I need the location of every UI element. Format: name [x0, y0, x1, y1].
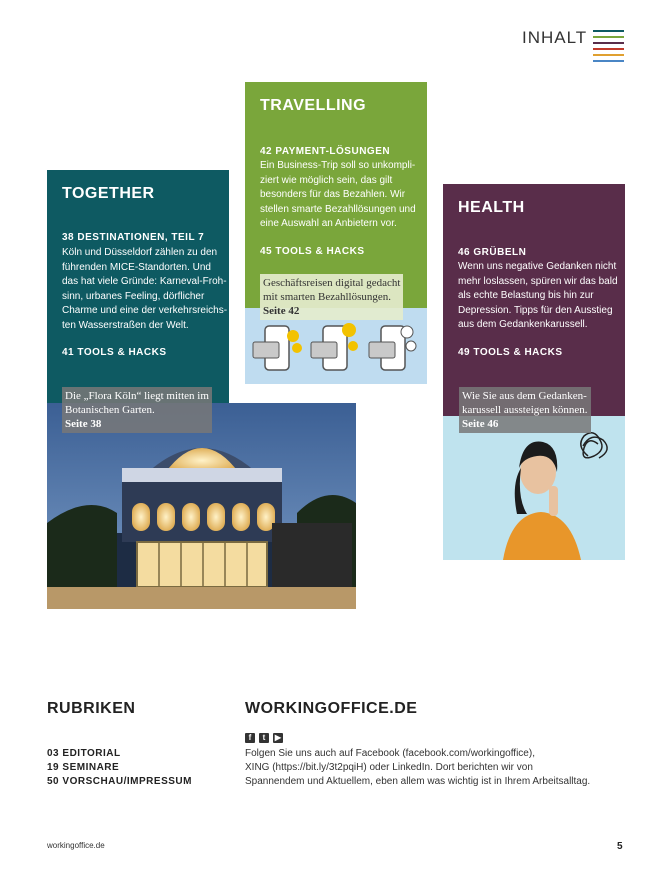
caption-line: Wie Sie aus dem Gedanken-	[462, 390, 587, 402]
facebook-icon[interactable]: f	[245, 733, 255, 743]
rubriken-item: 50 VORSCHAU/IMPRESSUM	[47, 776, 192, 787]
health-section2-title: 49 TOOLS & HACKS	[458, 347, 563, 358]
text-line: aus dem Gedankenkarussell.	[458, 319, 588, 330]
text-line: führenden MICE-Standorten. Und	[62, 261, 211, 273]
text-line: als echte Belastung bis hin zur	[458, 290, 594, 301]
caption-line: Die „Flora Köln“ liegt mitten im	[65, 390, 209, 402]
thinking-woman-photo	[443, 416, 625, 560]
text-line: Charme und eine der verkehrsreichs-	[62, 305, 228, 316]
youtube-icon[interactable]: ▶	[274, 733, 282, 742]
stripes-logo	[593, 30, 624, 66]
stripe	[593, 60, 624, 62]
caption-line: Botanischen Garten.	[65, 404, 155, 416]
stripe	[593, 36, 624, 38]
footer-url: workingoffice.de	[47, 841, 105, 850]
text-line: Depression. Tipps für den Ausstieg	[458, 304, 613, 316]
stripe	[593, 48, 624, 50]
travelling-caption	[260, 274, 403, 320]
caption-page: Seite 38	[65, 418, 102, 430]
text-line: XING (https://bit.ly/3t2pqiH) oder LinkedIn. Dort berichten wir von	[245, 762, 533, 773]
travelling-section1-title: 42 PAYMENT-LÖSUNGEN	[260, 146, 391, 157]
text-line: Wenn uns negative Gedanken nicht	[458, 261, 617, 272]
travelling-section2-title: 45 TOOLS & HACKS	[260, 246, 365, 257]
text-line: Folgen Sie uns auch auf Facebook (facebook.com/workingoffice),	[245, 748, 535, 759]
health-caption	[459, 387, 591, 433]
together-box	[47, 170, 229, 403]
together-section2-title: 41 TOOLS & HACKS	[62, 347, 167, 358]
text-line: Ein Business-Trip soll so unkompli-	[260, 160, 416, 171]
page-number: 5	[617, 841, 623, 852]
stripe	[593, 54, 624, 56]
text-line: Spannendem und Aktuellem, eben allem was wichtig ist in Ihrem Arbeitsalltag.	[245, 776, 591, 787]
text-line: stellen smarte Bezahllösungen und	[260, 203, 416, 215]
rubriken-item: 03 EDITORIAL	[47, 748, 121, 759]
together-section1-title: 38 DESTINATIONEN, TEIL 7	[62, 232, 205, 243]
caption-line: karussell aussteigen können.	[462, 404, 588, 416]
flora-koeln-photo	[47, 403, 356, 609]
social-icons	[245, 733, 283, 743]
health-heading: HEALTH	[458, 199, 525, 216]
text-line: eine Auswahl an Anbietern vor.	[260, 218, 397, 229]
caption-page: Seite 42	[263, 305, 300, 317]
twitter-icon[interactable]: t	[259, 733, 269, 743]
together-heading: TOGETHER	[62, 185, 155, 202]
workingoffice-heading: WORKINGOFFICE.DE	[245, 700, 418, 717]
workingoffice-text	[245, 747, 625, 789]
text-line: sinn, urbanes Feeling, dörflicher	[62, 290, 205, 302]
health-box	[443, 184, 625, 416]
stripe	[593, 30, 624, 32]
caption-line: Geschäftsreisen digital gedacht	[263, 277, 401, 289]
health-section1-title: 46 GRÜBELN	[458, 247, 527, 258]
text-line: Köln und Düsseldorf zählen zu den	[62, 247, 218, 258]
stripe	[593, 42, 624, 44]
together-caption	[62, 387, 212, 433]
travelling-heading: TRAVELLING	[260, 97, 367, 114]
caption-line: mit smarten Bezahllösungen.	[263, 291, 391, 303]
text-line: ten Wasserstraßen der Welt.	[62, 319, 189, 331]
caption-page: Seite 46	[462, 418, 499, 430]
text-line: ziert wie möglich sein, das gilt	[260, 174, 393, 186]
rubriken-list	[47, 747, 192, 789]
text-line: mehr loslassen, spüren wir das bald	[458, 275, 618, 287]
text-line: besonders für das Bezahlen. Wir	[260, 189, 406, 200]
text-line: das hat viele Gründe: Karneval-Froh-	[62, 276, 227, 287]
rubriken-heading: RUBRIKEN	[47, 700, 136, 717]
rubriken-item: 19 SEMINARE	[47, 762, 120, 773]
page-title: INHALT	[522, 28, 588, 47]
